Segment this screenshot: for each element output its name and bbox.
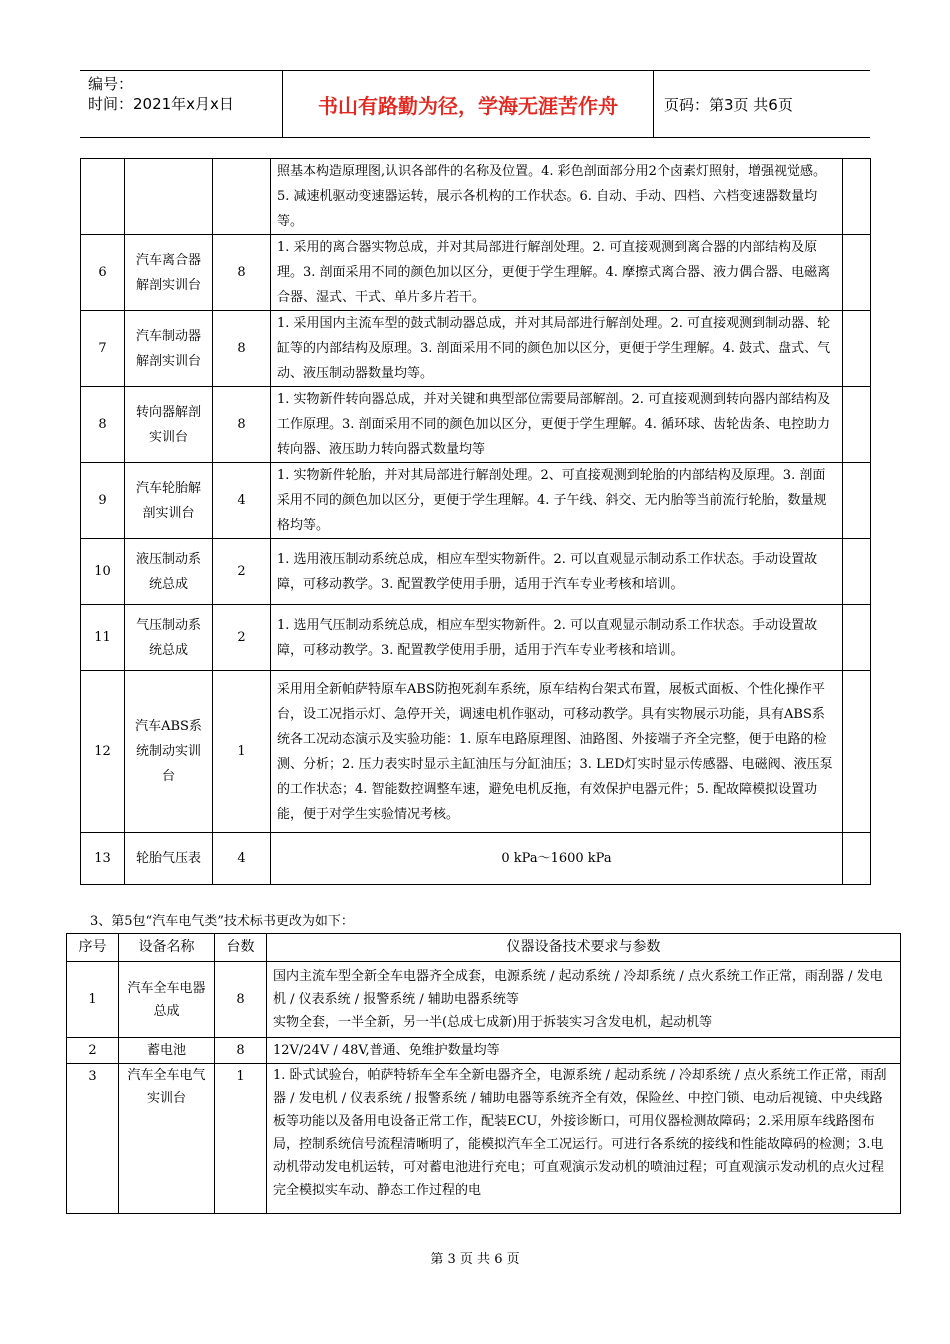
number-label: 编号： xyxy=(88,75,134,93)
row-name: 汽车ABS系统制动实训台 xyxy=(125,671,213,833)
equipment-table-continued xyxy=(80,158,871,885)
page-indicator: 页码：第3页 共6页 xyxy=(664,95,793,114)
section-caption: 3、第5包“汽车电气类”技术标书更改为如下： xyxy=(90,914,354,929)
table-row xyxy=(81,671,871,833)
row-desc: 1. 采用的离合器实物总成，并对其局部进行解剖处理。2. 可直接观测到离合器的内部结构及原理。3. 剖面采用不同的颜色加以区分，更便于学生理解。4. 摩擦式离合器、液力偶合器、电磁离合器、湿式、干式、单片多片若干。 xyxy=(271,235,843,311)
table-row xyxy=(81,539,871,605)
row-desc: 照基本构造原理图,认识各部件的名称及位置。4. 彩色剖面部分用2个卤素灯照射，增强视觉感。5. 减速机驱动变速器运转，展示各机构的工作状态。6. 自动、手动、四档、六档变速器数量均等。 xyxy=(271,159,843,235)
row-qty: 2 xyxy=(213,605,271,671)
row-qty: 1 xyxy=(215,1064,267,1214)
row-qty: 8 xyxy=(213,311,271,387)
electrical-equipment-table xyxy=(66,933,901,1214)
header-desc: 仪器设备技术要求与参数 xyxy=(267,934,901,962)
row-extra xyxy=(843,159,871,235)
row-desc: 采用用全新帕萨特原车ABS防抱死刹车系统，原车结构台架式布置，展板式面板、个性化操作平台，设工况指示灯、急停开关，调速电机作驱动，可移动教学。具有实物展示功能，具有ABS系统各工况动态演示及实验功能：1. 原车电路原理图、油路图、外接端子齐全完整，便于电路的检测、分析；2. 压力表实时显示主缸油压与分缸油压；3. LED灯实时显示传感器、电磁阀、液压泵的工作状态；4. 智能数控调整车速，避免电机反拖，有效保护电器元件；5. 配故障模拟设置功能，便于对学生实验情况考核。 xyxy=(271,671,843,833)
table-row xyxy=(81,159,871,235)
table-row xyxy=(81,311,871,387)
row-extra xyxy=(843,311,871,387)
table-row xyxy=(67,1064,901,1214)
table-row xyxy=(67,1038,901,1064)
row-extra xyxy=(843,387,871,463)
row-desc: 0 kPa～1600 kPa xyxy=(271,833,843,885)
row-qty: 8 xyxy=(213,235,271,311)
row-extra xyxy=(843,605,871,671)
table-row xyxy=(81,463,871,539)
row-desc-line1: 国内主流车型全新全车电器齐全成套，电源系统 / 起动系统 / 冷却系统 / 点火系统工作正常，雨刮器 / 发电机 / 仪表系统 / 报警系统 / 辅助电器系统等 xyxy=(273,969,883,1007)
row-name: 汽车制动器解剖实训台 xyxy=(125,311,213,387)
row-name: 轮胎气压表 xyxy=(125,833,213,885)
header-qty: 台数 xyxy=(215,934,267,962)
row-desc-line2: 实物全套，一半全新，另一半(总成七成新)用于拆装实习含发电机，起动机等 xyxy=(273,1015,713,1030)
row-name: 液压制动系统总成 xyxy=(125,539,213,605)
row-no: 10 xyxy=(81,539,125,605)
row-extra xyxy=(843,671,871,833)
row-name: 转向器解剖实训台 xyxy=(125,387,213,463)
page-header xyxy=(80,70,870,138)
row-qty: 1 xyxy=(213,671,271,833)
row-no: 8 xyxy=(81,387,125,463)
row-no: 12 xyxy=(81,671,125,833)
row-name: 蓄电池 xyxy=(119,1038,215,1064)
page-footer: 第 3 页 共 6 页 xyxy=(430,1252,520,1267)
row-extra xyxy=(843,833,871,885)
row-name: 汽车轮胎解剖实训台 xyxy=(125,463,213,539)
row-desc: 1. 采用国内主流车型的鼓式制动器总成，并对其局部进行解剖处理。2. 可直接观测到制动器、轮缸等的内部结构及原理。3. 剖面采用不同的颜色加以区分，更便于学生理解。4. 鼓式、盘式、气动、液压制动器数量均等。 xyxy=(271,311,843,387)
row-desc: 1. 选用液压制动系统总成，相应车型实物新件。2. 可以直观显示制动系工作状态。手动设置故障，可移动教学。3. 配置教学使用手册，适用于汽车专业考核和培训。 xyxy=(271,539,843,605)
time-label: 时间：2021年x月x日 xyxy=(88,95,234,113)
row-extra xyxy=(843,463,871,539)
table-row xyxy=(81,387,871,463)
table-row xyxy=(81,605,871,671)
row-no: 9 xyxy=(81,463,125,539)
row-no: 7 xyxy=(81,311,125,387)
row-desc: 1. 实物新件轮胎，并对其局部进行解剖处理。2、可直接观测到轮胎的内部结构及原理。3. 剖面采用不同的颜色加以区分，更便于学生理解。4. 子午线、斜交、无内胎等当前流行轮胎，数量规格均等。 xyxy=(271,463,843,539)
table-row xyxy=(81,235,871,311)
row-no: 2 xyxy=(67,1038,119,1064)
row-name: 汽车离合器解剖实训台 xyxy=(125,235,213,311)
row-qty: 8 xyxy=(215,1038,267,1064)
row-qty: 8 xyxy=(215,962,267,1038)
table-row xyxy=(67,962,901,1038)
table-row xyxy=(81,833,871,885)
row-extra xyxy=(843,539,871,605)
row-no: 3 xyxy=(67,1064,119,1214)
row-no: 1 xyxy=(67,962,119,1038)
row-no: 6 xyxy=(81,235,125,311)
row-extra xyxy=(843,235,871,311)
row-qty xyxy=(213,159,271,235)
row-name: 气压制动系统总成 xyxy=(125,605,213,671)
row-name: 汽车全车电器总成 xyxy=(119,962,215,1038)
row-desc: 1. 选用气压制动系统总成，相应车型实物新件。2. 可以直观显示制动系工作状态。手动设置故障，可移动教学。3. 配置教学使用手册，适用于汽车专业考核和培训。 xyxy=(271,605,843,671)
row-desc: 12V/24V / 48V,普通、免维护数量均等 xyxy=(267,1038,901,1064)
header-name: 设备名称 xyxy=(119,934,215,962)
row-no: 13 xyxy=(81,833,125,885)
table-header-row xyxy=(67,934,901,962)
row-desc xyxy=(267,962,901,1038)
row-name: 汽车全车电气实训台 xyxy=(119,1064,215,1214)
row-qty: 2 xyxy=(213,539,271,605)
row-desc: 1. 卧式试验台，帕萨特轿车全车全新电器齐全，电源系统 / 起动系统 / 冷却系统 / 点火系统工作正常，雨刮器 / 发电机 / 仪表系统 / 报警系统 / 辅助电器等系统齐全有效，保险丝、中控门锁、电动后视镜、中央线路板等功能以及备用电设备正常工作，配装ECU，外接诊断口，可用仪器检测故障码；2.采用原车线路图布局，控制系统信号流程清晰明了，能模拟汽车全工况运行。可进行各系统的接线和性能故障码的检测；3.电动机带动发电机运转，可对蓄电池进行充电；可直观演示发动机的喷油过程；可直观演示发动机的点火过程完全模拟实车动、静态工作过程的电 xyxy=(267,1064,901,1214)
row-qty: 8 xyxy=(213,387,271,463)
header-meta xyxy=(80,71,283,137)
row-qty: 4 xyxy=(213,833,271,885)
row-no: 11 xyxy=(81,605,125,671)
row-no xyxy=(81,159,125,235)
header-no: 序号 xyxy=(67,934,119,962)
row-desc: 1. 实物新件转向器总成，并对关键和典型部位需要局部解剖。2. 可直接观测到转向器内部结构及工作原理。3. 剖面采用不同的颜色加以区分，更便于学生理解。4. 循环球、齿轮齿条、电控助力转向器、液压助力转向器式数量均等 xyxy=(271,387,843,463)
row-qty: 4 xyxy=(213,463,271,539)
row-name xyxy=(125,159,213,235)
motto: 书山有路勤为径，学海无涯苦作舟 xyxy=(283,71,654,137)
